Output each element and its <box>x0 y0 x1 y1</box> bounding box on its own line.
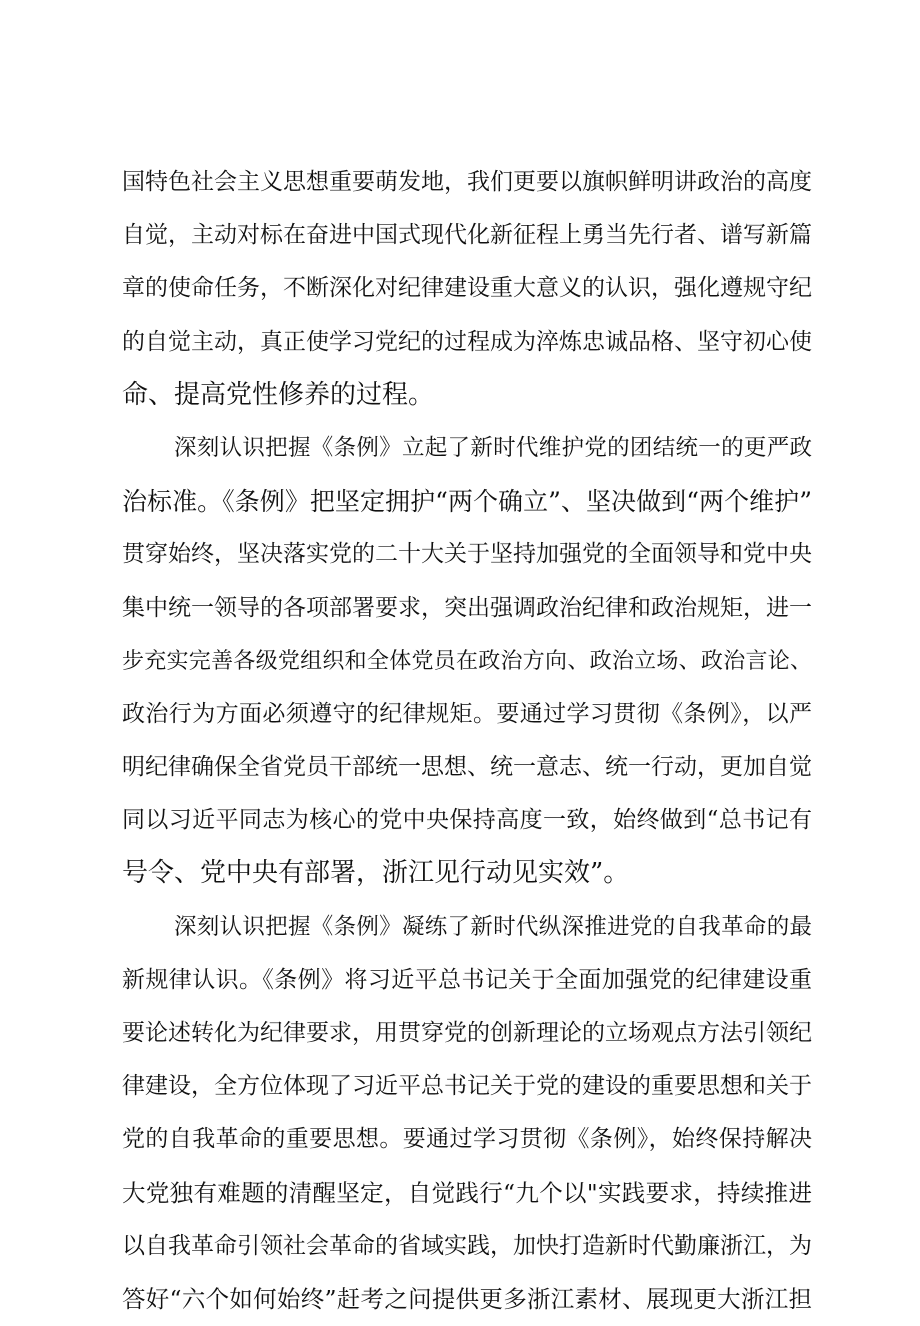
paragraph-3-line-7: 以自我革命引领社会革命的省域实践，加快打造新时代勤廉浙江，为 <box>122 1232 812 1259</box>
paragraph-3-line-5: 党的自我革命的重要思想。要通过学习贯彻《条例》，始终保持解决 <box>122 1126 812 1153</box>
paragraph-3-line-6: 大党独有难题的清醒坚定，自觉践行“九个以"实践要求，持续推进 <box>122 1178 812 1207</box>
paragraph-3-line-3: 要论述转化为纪律要求，用贯穿党的创新理论的立场观点方法引领纪 <box>122 1020 812 1046</box>
paragraph-1-line-5: 命、提高党性修养的过程。 <box>122 379 435 410</box>
paragraph-2-line-6: 政治行为方面必须遵守的纪律规矩。要通过学习贯彻《条例》，以严 <box>122 700 812 727</box>
paragraph-1-line-2: 自觉，主动对标在奋进中国式现代化新征程上勇当先行者、谱写新篇 <box>122 222 812 249</box>
paragraph-2-line-7: 明纪律确保全省党员干部统一思想、统一意志、统一行动，更加自觉 <box>122 754 812 781</box>
paragraph-1-line-4: 的自觉主动，真正使学习党纪的过程成为淬炼忠诚品格、坚守初心使 <box>122 328 812 355</box>
paragraph-2-line-4: 集中统一领导的各项部署要求，突出强调政治纪律和政治规矩，进一 <box>122 594 812 621</box>
paragraph-2-line-2: 治标准。《条例》把坚定拥护“两个确立”、坚决做到“两个维护” <box>122 487 812 517</box>
document-body <box>122 156 812 1326</box>
paragraph-3-line-2: 新规律认识。《条例》将习近平总书记关于全面加强党的纪律建设重 <box>122 966 812 993</box>
paragraph-1-line-1: 国特色社会主义思想重要萌发地，我们更要以旗帜鲜明讲政治的高度 <box>122 169 812 195</box>
paragraph-1-line-3: 章的使命任务，不断深化对纪律建设重大意义的认识，强化遵规守纪 <box>122 275 812 302</box>
paragraph-3-line-8: 答好“六个如何始终”赶考之问提供更多浙江素材、展现更大浙江担 <box>122 1284 812 1313</box>
paragraph-2-line-9: 号令、党中央有部署，浙江见行动见实效”。 <box>122 858 630 889</box>
paragraph-3-line-1: 深刻认识把握《条例》凝练了新时代纵深推进党的自我革命的最 <box>174 913 812 940</box>
paragraph-2-line-1: 深刻认识把握《条例》立起了新时代维护党的团结统一的更严政 <box>174 434 812 461</box>
paragraph-2-line-3: 贯穿始终，坚决落实党的二十大关于坚持加强党的全面领导和党中央 <box>122 541 812 568</box>
paragraph-2-line-8: 同以习近平同志为核心的党中央保持高度一致，始终做到“总书记有 <box>122 807 812 834</box>
paragraph-3-line-4: 律建设，全方位体现了习近平总书记关于党的建设的重要思想和关于 <box>122 1073 812 1100</box>
paragraph-2-line-5: 步充实完善各级党组织和全体党员在政治方向、政治立场、政治言论、 <box>122 648 812 674</box>
